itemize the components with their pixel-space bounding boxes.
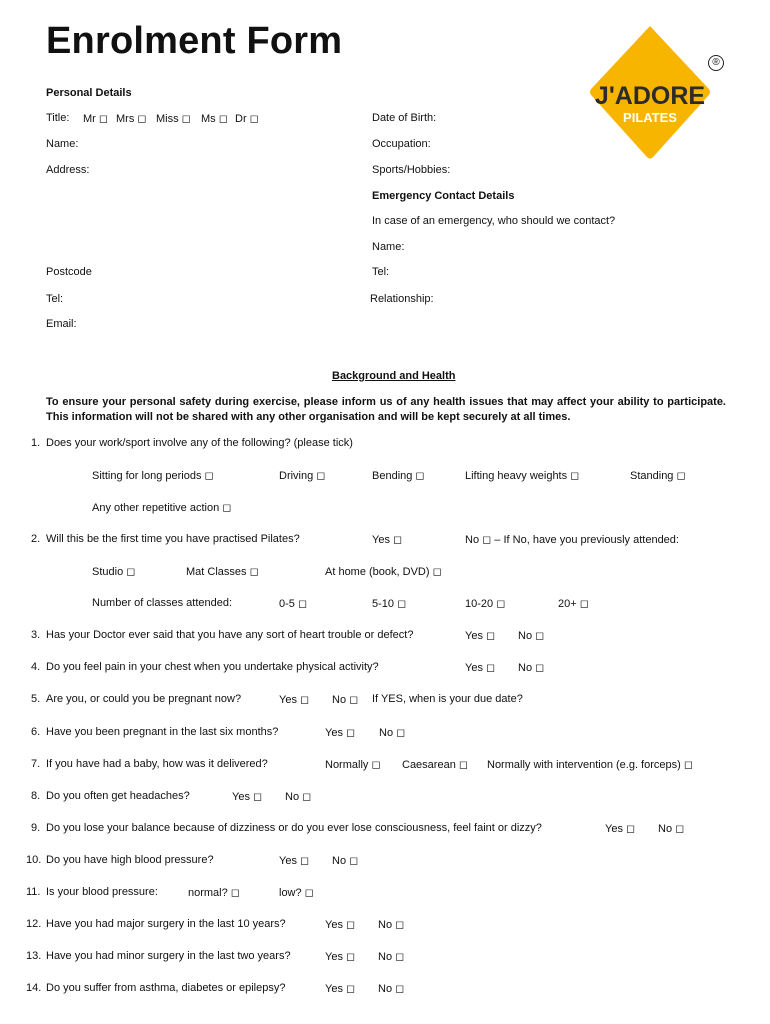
question-2-text: Will this be the first time you have practised Pilates?	[46, 533, 300, 545]
tel-label: Tel:	[46, 293, 64, 305]
question-8-text: Do you often get headaches?	[46, 790, 190, 802]
q13-yes[interactable]: Yes ◻	[325, 951, 356, 963]
background-intro: To ensure your personal safety during exercise, please inform us of any health issues that may affect your ability to participate. This information will not be shared with any other organisation and will be kept securely at all times.	[46, 396, 726, 423]
q6-yes[interactable]: Yes ◻	[325, 727, 356, 739]
name-label: Name:	[46, 138, 79, 150]
question-1-text: Does your work/sport involve any of the following? (please tick)	[46, 437, 353, 449]
q8-no[interactable]: No ◻	[285, 791, 312, 803]
q4-no[interactable]: No ◻	[518, 662, 545, 674]
question-number: 1.	[31, 437, 41, 449]
title-label: Title:	[46, 112, 70, 124]
option-driving[interactable]: Driving ◻	[279, 470, 326, 482]
title-option-miss[interactable]: Miss ◻	[156, 113, 191, 125]
postcode-label: Postcode	[46, 266, 92, 278]
question-number: 8.	[31, 790, 41, 802]
dob-label: Date of Birth:	[372, 112, 437, 124]
q2-no[interactable]: No ◻ – If No, have you previously attended:	[465, 534, 679, 546]
q13-no[interactable]: No ◻	[378, 951, 405, 963]
question-13-text: Have you had minor surgery in the last two years?	[46, 950, 291, 962]
classes-10-20[interactable]: 10-20 ◻	[465, 598, 506, 610]
question-9-text: Do you lose your balance because of dizziness or do you ever lose consciousness, feel faint or dizzy?	[46, 822, 542, 834]
classes-0-5[interactable]: 0-5 ◻	[279, 598, 308, 610]
jadore-pilates-logo	[588, 22, 712, 162]
registered-mark: ®	[708, 55, 724, 71]
option-intervention[interactable]: Normally with intervention (e.g. forceps) ◻	[487, 759, 693, 771]
option-low[interactable]: low? ◻	[279, 887, 314, 899]
q14-yes[interactable]: Yes ◻	[325, 983, 356, 995]
q9-no[interactable]: No ◻	[658, 823, 685, 835]
question-number: 3.	[31, 629, 41, 641]
question-3-text: Has your Doctor ever said that you have any sort of heart trouble or defect?	[46, 629, 414, 641]
question-number: 2.	[31, 533, 41, 545]
personal-details-heading: Personal Details	[46, 87, 132, 99]
option-mat-classes[interactable]: Mat Classes ◻	[186, 566, 259, 578]
question-number: 11.	[26, 886, 41, 898]
option-repetitive[interactable]: Any other repetitive action ◻	[92, 502, 232, 514]
option-bending[interactable]: Bending ◻	[372, 470, 425, 482]
background-heading: Background and Health	[332, 370, 456, 382]
option-sitting[interactable]: Sitting for long periods ◻	[92, 470, 214, 482]
question-number: 6.	[31, 726, 41, 738]
question-5-text: Are you, or could you be pregnant now?	[46, 693, 242, 705]
title-option-mrs[interactable]: Mrs ◻	[116, 113, 147, 125]
option-lifting[interactable]: Lifting heavy weights ◻	[465, 470, 580, 482]
question-number: 12.	[26, 918, 42, 930]
page-title: Enrolment Form	[46, 20, 343, 62]
logo-wordmark: J'ADORE	[594, 82, 706, 110]
question-number: 4.	[31, 661, 41, 673]
question-number: 13.	[26, 950, 42, 962]
emergency-tel-label: Tel:	[372, 266, 390, 278]
option-caesarean[interactable]: Caesarean ◻	[402, 759, 468, 771]
option-normal[interactable]: normal? ◻	[188, 887, 240, 899]
title-option-dr[interactable]: Dr ◻	[235, 113, 259, 125]
emergency-heading: Emergency Contact Details	[372, 190, 515, 202]
question-6-text: Have you been pregnant in the last six months?	[46, 726, 279, 738]
email-label: Email:	[46, 318, 77, 330]
question-4-text: Do you feel pain in your chest when you undertake physical activity?	[46, 661, 379, 673]
emergency-prompt: In case of an emergency, who should we contact?	[372, 215, 616, 227]
address-label: Address:	[46, 164, 90, 176]
q6-no[interactable]: No ◻	[379, 727, 406, 739]
classes-attended-label: Number of classes attended:	[92, 597, 233, 609]
title-option-ms[interactable]: Ms ◻	[201, 113, 228, 125]
question-number: 14.	[26, 982, 42, 994]
question-number: 7.	[31, 758, 41, 770]
option-standing[interactable]: Standing ◻	[630, 470, 686, 482]
q3-no[interactable]: No ◻	[518, 630, 545, 642]
q8-yes[interactable]: Yes ◻	[232, 791, 263, 803]
option-studio[interactable]: Studio ◻	[92, 566, 136, 578]
question-number: 5.	[31, 693, 41, 705]
question-11-text: Is your blood pressure:	[46, 886, 158, 898]
occupation-label: Occupation:	[372, 138, 431, 150]
q12-no[interactable]: No ◻	[378, 919, 405, 931]
q9-yes[interactable]: Yes ◻	[605, 823, 636, 835]
question-7-text: If you have had a baby, how was it delivered?	[46, 758, 268, 770]
option-at-home[interactable]: At home (book, DVD) ◻	[325, 566, 442, 578]
due-date-prompt: If YES, when is your due date?	[372, 693, 523, 705]
sports-hobbies-label: Sports/Hobbies:	[372, 164, 451, 176]
question-number: 10.	[26, 854, 42, 866]
q10-yes[interactable]: Yes ◻	[279, 855, 310, 867]
q2-yes[interactable]: Yes ◻	[372, 534, 403, 546]
classes-5-10[interactable]: 5-10 ◻	[372, 598, 407, 610]
question-14-text: Do you suffer from asthma, diabetes or epilepsy?	[46, 982, 286, 994]
q4-yes[interactable]: Yes ◻	[465, 662, 496, 674]
q5-no[interactable]: No ◻	[332, 694, 359, 706]
q12-yes[interactable]: Yes ◻	[325, 919, 356, 931]
q3-yes[interactable]: Yes ◻	[465, 630, 496, 642]
question-12-text: Have you had major surgery in the last 10 years?	[46, 918, 286, 930]
question-10-text: Do you have high blood pressure?	[46, 854, 214, 866]
title-option-mr[interactable]: Mr ◻	[83, 113, 109, 125]
emergency-name-label: Name:	[372, 241, 405, 253]
q5-yes[interactable]: Yes ◻	[279, 694, 310, 706]
q10-no[interactable]: No ◻	[332, 855, 359, 867]
q14-no[interactable]: No ◻	[378, 983, 405, 995]
classes-20-plus[interactable]: 20+ ◻	[558, 598, 589, 610]
relationship-label: Relationship:	[370, 293, 434, 305]
question-number: 9.	[31, 822, 41, 834]
option-normally[interactable]: Normally ◻	[325, 759, 381, 771]
logo-subtitle: PILATES	[623, 110, 677, 125]
